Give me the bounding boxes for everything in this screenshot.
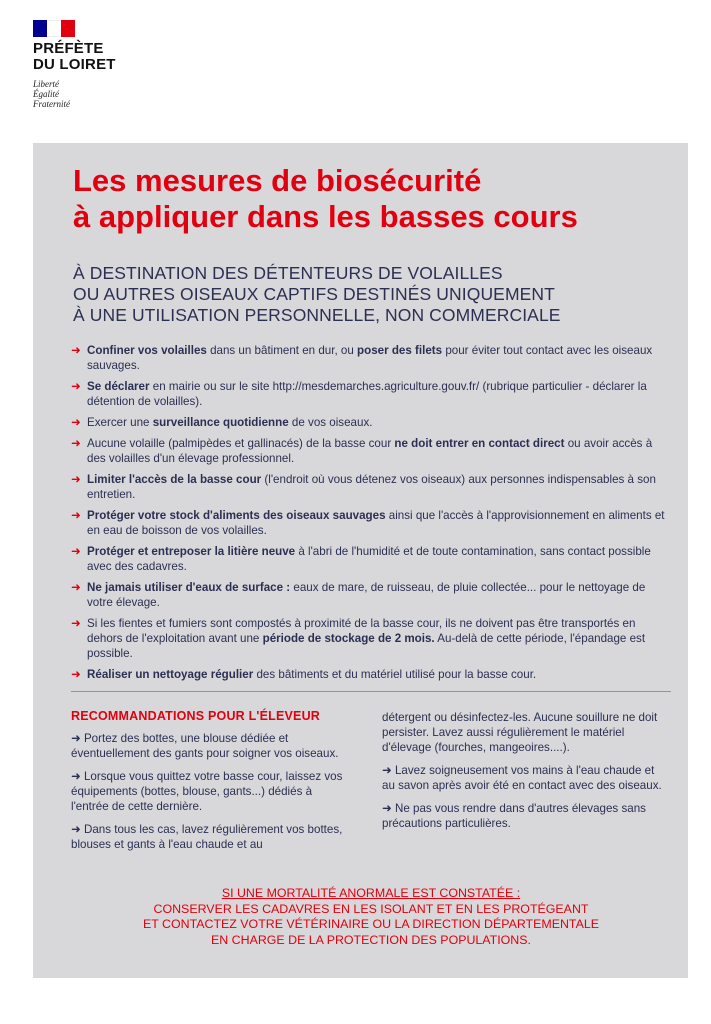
alert-line: ET CONTACTEZ VOTRE VÉTÉRINAIRE OU LA DIRECTION DÉPARTEMENTALE	[143, 917, 599, 931]
measure-text: à l'abri de l'humidité et de toute contamination, sans contact possible avec des cadavres.	[87, 545, 651, 573]
measure-text: de vos oiseaux.	[288, 416, 373, 429]
arrow-right-icon: ➜	[71, 581, 81, 594]
biosecurity-measures-list	[71, 343, 671, 688]
arrow-right-icon: ➜	[71, 380, 81, 393]
arrow-right-icon: ➜	[71, 770, 81, 783]
recommendation-continuation: détergent ou désinfectez-les. Aucune souillure ne doit persister. Lavez aussi régulièrement le matériel d'élevage (fourches, mangeoires....).	[382, 711, 658, 754]
arrow-right-icon: ➜	[71, 437, 81, 450]
list-item	[71, 379, 671, 409]
motto-fraternite: Fraternité	[33, 99, 70, 109]
list-item	[71, 616, 671, 661]
recommendation-item	[71, 731, 343, 761]
arrow-right-icon: ➜	[382, 802, 392, 815]
measure-bold: Ne jamais utiliser d'eaux de surface :	[87, 581, 291, 594]
measure-bold: Protéger et entreposer la litière neuve	[87, 545, 296, 558]
alert-heading: SI UNE MORTALITÉ ANORMALE EST CONSTATÉE :	[221, 886, 521, 900]
alert-line: EN CHARGE DE LA PROTECTION DES POPULATIONS.	[211, 932, 531, 947]
mortality-alert	[71, 886, 671, 948]
measure-bold: poser des filets	[357, 344, 443, 357]
measure-text: Exercer une	[87, 416, 153, 429]
measure-text: (l'endroit où vous détenez vos oiseaux) aux personnes indispensables à son entretien.	[87, 473, 656, 501]
measure-bold: Réaliser un nettoyage régulier	[87, 668, 254, 681]
arrow-right-icon: ➜	[71, 416, 81, 429]
french-flag-icon	[33, 20, 75, 37]
arrow-right-icon: ➜	[71, 617, 81, 630]
title-line-1: Les mesures de biosécurité	[73, 163, 482, 198]
title-line-2: à appliquer dans les basses cours	[73, 199, 578, 234]
recommendation-text: Portez des bottes, une blouse dédiée et éventuellement des gants pour soigner vos oiseaux.	[71, 732, 339, 760]
list-item	[71, 580, 671, 610]
motto-egalite: Égalité	[33, 89, 59, 99]
measure-text: Si les fientes et fumiers sont compostés à proximité de la basse cour, ils ne doivent pas être transportés en dehors de l'exploitation avant une	[87, 617, 636, 645]
page-title	[73, 163, 578, 235]
recommendation-item	[382, 763, 665, 793]
recommendation-text: Dans tous les cas, lavez régulièrement vos bottes, blouses et gants à l'eau chaude et au	[71, 823, 343, 851]
org-line-1: PRÉFÈTE	[33, 40, 104, 57]
arrow-right-icon: ➜	[71, 545, 81, 558]
recommendation-item	[71, 822, 343, 852]
arrow-right-icon: ➜	[71, 668, 81, 681]
measure-text: Aucune volaille (palmipèdes et gallinacés) de la basse cour	[87, 437, 395, 450]
measure-bold: Limiter l'accès de la basse cour	[87, 473, 262, 486]
measure-text: ainsi que l'accès à l'approvisionnement en aliments et en eau de boisson de vos volailles.	[87, 509, 665, 537]
recommendations-title: RECOMMANDATIONS POUR L'ÉLEVEUR	[71, 709, 321, 723]
page-subtitle	[73, 263, 561, 326]
recommendation-text: Ne pas vous rendre dans d'autres élevages sans précautions particulières.	[382, 802, 646, 830]
measure-bold: Se déclarer	[87, 380, 150, 393]
list-item	[71, 415, 671, 430]
arrow-right-icon: ➜	[71, 509, 81, 522]
measure-text: eaux de mare, de ruisseau, de pluie collectée... pour le nettoyage de votre élevage.	[87, 581, 646, 609]
measure-text: Au-delà de cette période, l'épandage est possible.	[87, 632, 646, 660]
measure-bold: Confiner vos volailles	[87, 344, 207, 357]
measure-text: pour éviter tout contact avec les oiseaux sauvages.	[87, 344, 653, 372]
measure-text: des bâtiments et du matériel utilisé pour la basse cour.	[253, 668, 537, 681]
measure-text: ou avoir accès à des volailles d'un élevage professionnel.	[87, 437, 653, 465]
list-item	[71, 544, 671, 574]
main-panel	[33, 143, 688, 978]
arrow-right-icon: ➜	[71, 344, 81, 357]
recommendation-text: Lavez soigneusement vos mains à l'eau chaude et au savon après avoir été en contact avec des oiseaux.	[382, 764, 662, 792]
alert-line: CONSERVER LES CADAVRES EN LES ISOLANT ET EN LES PROTÉGEANT	[153, 901, 589, 916]
recommendation-item	[382, 801, 665, 831]
measure-bold: période de stockage de 2 mois.	[262, 632, 435, 645]
measure-bold: Protéger votre stock d'aliments des oiseaux sauvages	[87, 509, 386, 522]
list-item	[71, 436, 671, 466]
prefecture-name	[33, 41, 116, 73]
arrow-right-icon: ➜	[382, 764, 392, 777]
measure-bold: surveillance quotidienne	[152, 416, 289, 429]
org-line-2: DU LOIRET	[33, 56, 116, 73]
recommendation-item	[71, 769, 343, 814]
subtitle-line-1: À DESTINATION DES DÉTENTEURS DE VOLAILLES	[73, 263, 503, 283]
recommendations-right-column	[382, 710, 665, 839]
measure-bold: ne doit entrer en contact direct	[394, 437, 565, 450]
measure-text: en mairie ou sur le site http://mesdemarches.agriculture.gouv.fr/ (rubrique particulier - déclarer la détention de volailles).	[87, 380, 647, 408]
subtitle-line-2: OU AUTRES OISEAUX CAPTIFS DESTINÉS UNIQUEMENT	[73, 284, 555, 304]
recommendation-text: Lorsque vous quittez votre basse cour, laissez vos équipements (bottes, blouse, gants...) dédiés à l'entrée de cette dernière.	[71, 770, 343, 813]
subtitle-line-3: À UNE UTILISATION PERSONNELLE, NON COMMERCIALE	[73, 305, 561, 325]
arrow-right-icon: ➜	[71, 823, 81, 836]
list-item	[71, 667, 671, 682]
section-divider	[71, 691, 671, 692]
recommendations-left-column	[71, 709, 343, 860]
motto-liberte: Liberté	[33, 79, 59, 89]
list-item	[71, 343, 671, 373]
list-item	[71, 472, 671, 502]
arrow-right-icon: ➜	[71, 732, 81, 745]
list-item	[71, 508, 671, 538]
prefecture-logo	[33, 20, 116, 109]
arrow-right-icon: ➜	[71, 473, 81, 486]
republic-motto	[33, 79, 116, 109]
measure-text: dans un bâtiment en dur, ou	[206, 344, 358, 357]
